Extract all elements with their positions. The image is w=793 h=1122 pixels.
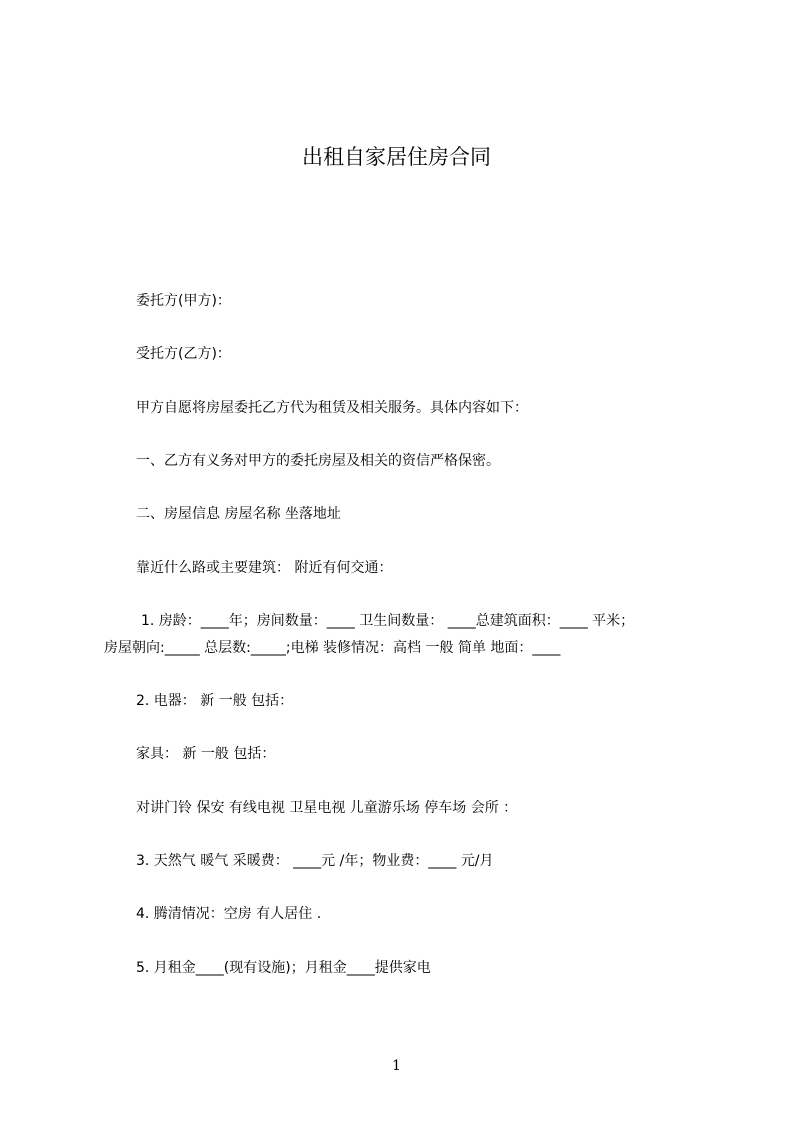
paragraph-clause-2: 二、房屋信息 房屋名称 坐落地址 (136, 506, 341, 522)
item-1-line-1: 1. 房龄：____年；房间数量：____ 卫生间数量： ____总建筑面积：____ 平米； (141, 613, 635, 629)
paragraph-trustee: 受托方(乙方)： (136, 346, 231, 362)
paragraph-furniture: 家具： 新 一般 包括： (136, 746, 276, 762)
item-1-line-2: 房屋朝向:_____ 总层数:_____;电梯 装修情况：高档 一般 简单 地面：____ (104, 640, 561, 656)
paragraph-item-5: 5. 月租金____(现有设施)；月租金____提供家电 (136, 960, 431, 976)
paragraph-nearby: 靠近什么路或主要建筑： 附近有何交通： (136, 560, 393, 576)
paragraph-facilities: 对讲门铃 保安 有线电视 卫星电视 儿童游乐场 停车场 会所 ： (136, 800, 518, 816)
paragraph-item-3: 3. 天然气 暖气 采暖费： ____元 /年；物业费：____ 元/月 (136, 853, 494, 869)
paragraph-appliances: 2. 电器： 新 一般 包括： (136, 693, 294, 709)
paragraph-client: 委托方(甲方)： (136, 293, 231, 309)
document-title: 出租自家居住房合同 (302, 145, 491, 169)
paragraph-intro: 甲方自愿将房屋委托乙方代为租赁及相关服务。具体内容如下： (136, 400, 528, 416)
paragraph-item-4: 4. 腾清情况：空房 有人居住 . (136, 906, 322, 922)
page-number: 1 (392, 1058, 401, 1074)
paragraph-clause-1: 一、乙方有义务对甲方的委托房屋及相关的资信严格保密。 (136, 453, 500, 469)
